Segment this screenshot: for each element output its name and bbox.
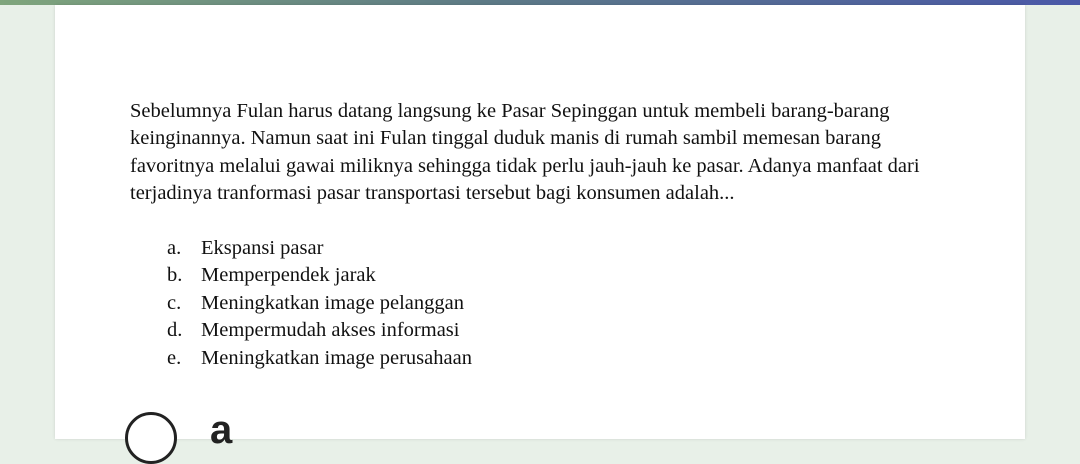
option-text: Ekspansi pasar	[201, 237, 324, 259]
option-text: Memperpendek jarak	[201, 264, 376, 287]
answer-option-label[interactable]: a	[210, 408, 233, 452]
option-letter: a.	[167, 237, 182, 259]
answer-radio-button[interactable]	[125, 412, 177, 464]
option-letter: e.	[167, 346, 182, 369]
question-card	[55, 5, 1025, 452]
option-b	[167, 262, 472, 289]
option-text: Mempermudah akses informasi	[201, 319, 460, 342]
option-letter: b.	[167, 264, 183, 287]
question-text: Sebelumnya Fulan harus datang langsung ke Pasar Sepinggan untuk membeli barang-barang keinginannya. Namun saat ini Fulan tinggal duduk manis di rumah sambil memesan barang favoritnya melalui gawai miliknya sehingga tidak perlu jauh-jauh ke pasar. Adanya manfaat dari terjadinya tranformasi pasar transportasi tersebut bagi konsumen adalah...	[130, 100, 920, 205]
option-letter: d.	[167, 319, 183, 342]
option-text: Meningkatkan image perusahaan	[201, 346, 472, 369]
option-c	[167, 290, 472, 317]
option-text: Meningkatkan image pelanggan	[201, 291, 464, 314]
option-d	[167, 317, 472, 344]
options-list	[167, 235, 472, 372]
option-a	[167, 235, 472, 262]
option-e	[167, 345, 472, 372]
option-letter: c.	[167, 291, 182, 314]
